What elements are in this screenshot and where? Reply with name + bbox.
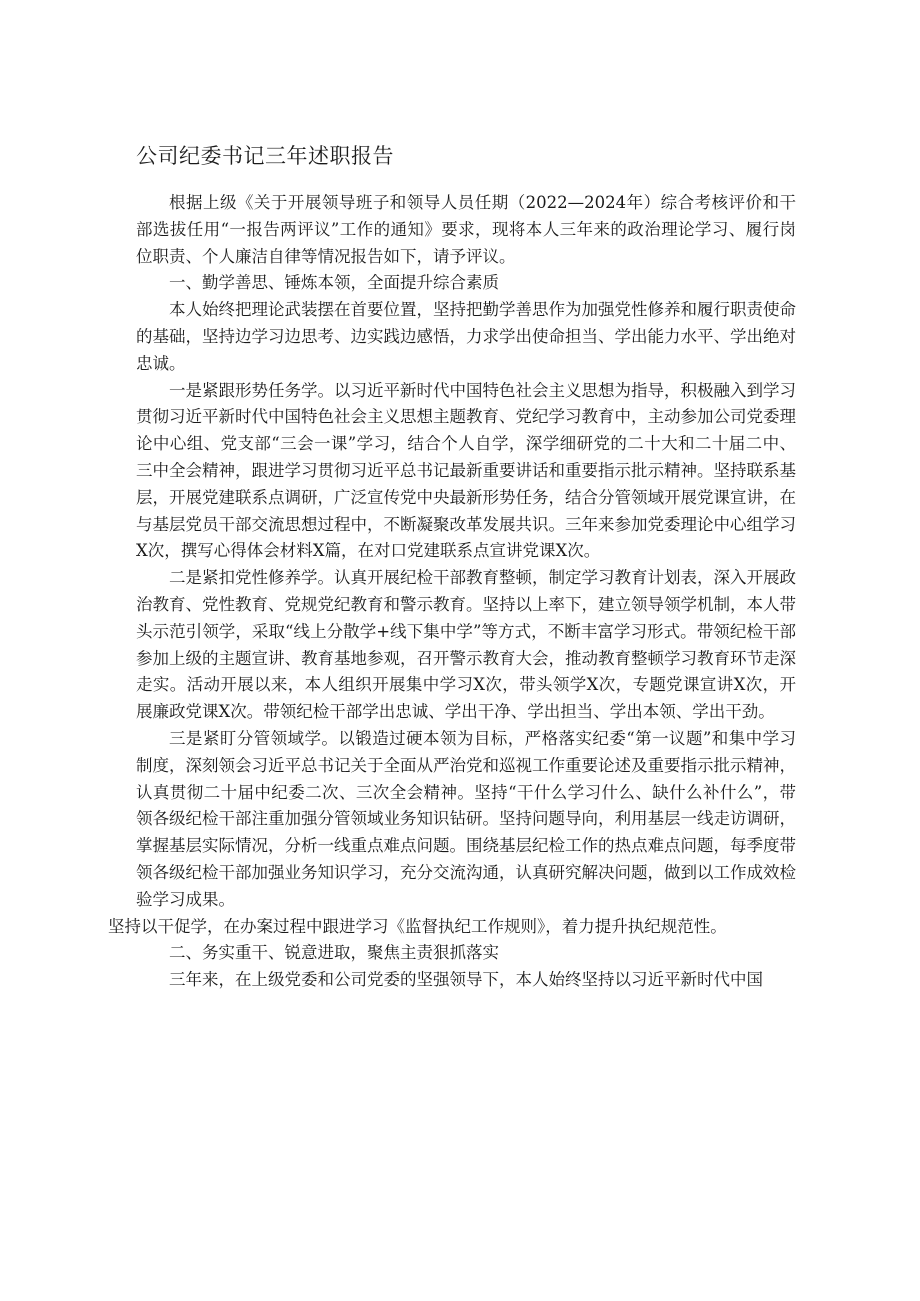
body-paragraph: 本人始终把理论武装摆在首要位置，坚持把勤学善思作为加强党性修养和履行职责使命的基础，坚持边学习边思考、边实践边感悟，力求学出使命担当、学出能力水平、学出绝对忠诚。 xyxy=(136,300,796,373)
section-heading-2: 二、务实重干、锐意进取，聚焦主责狠抓落实 xyxy=(169,943,499,963)
body-paragraph: 一是紧跟形势任务学。以习近平新时代中国特色社会主义思想为指导，积极融入到学习贯彻习近平新时代中国特色社会主义思想主题教育、党纪学习教育中，主动参加公司党委理论中心组、党支部“三会一课”学习，结合个人自学，深学细研党的二十大和二十届二中、三中全会精神，跟进学习贯彻习近平总书记最新重要讲话和重要指示批示精神。坚持联系基层，开展党建联系点调研，广泛宣传党中央最新形势任务，结合分管领域开展党课宣讲，在与基层党员干部交流思想过程中，不断凝聚改革发展共识。三年来参加党委理论中心组学习X次，撰写心得体会材料X篇，在对口党建联系点宣讲党课X次。 xyxy=(136,380,796,561)
body-paragraph-unindented: 坚持以干促学，在办案过程中跟进学习《监督执纪工作规则》，着力提升执纪规范性。 xyxy=(108,916,727,936)
intro-paragraph: 根据上级《关于开展领导班子和领导人员任期（2022—2024年）综合考核评价和干部选拔任用“一报告两评议”工作的通知》要求，现将本人三年来的政治理论学习、履行岗位职责、个人廉洁自律等情况报告如下，请予评议。 xyxy=(136,193,796,266)
body-paragraph: 三年来，在上级党委和公司党委的坚强领导下，本人始终坚持以习近平新时代中国 xyxy=(169,970,763,990)
section-heading-1: 一、勤学善思、锤炼本领，全面提升综合素质 xyxy=(169,273,499,293)
body-paragraph: 二是紧扣党性修养学。认真开展纪检干部教育整顿，制定学习教育计划表，深入开展政治教育、党性教育、党规党纪教育和警示教育。坚持以上率下，建立领导领学机制，本人带头示范引领学，采取“线上分散学+线下集中学”等方式，不断丰富学习形式。带领纪检干部参加上级的主题宣讲、教育基地参观，召开警示教育大会，推动教育整顿学习教育环节走深走实。活动开展以来，本人组织开展集中学习X次，带头领学X次，专题党课宣讲X次，开展廉政党课X次。带领纪检干部学出忠诚、学出干净、学出担当、学出本领、学出干劲。 xyxy=(136,568,796,722)
document-body xyxy=(108,190,796,994)
body-paragraph: 三是紧盯分管领域学。以锻造过硬本领为目标，严格落实纪委“第一议题”和集中学习制度，深刻领会习近平总书记关于全面从严治党和巡视工作重要论述及重要指示批示精神，认真贯彻二十届中纪委二次、三次全会精神。坚持“干什么学习什么、缺什么补什么”，带领各级纪检干部注重加强分管领域业务知识钻研。坚持问题导向，利用基层一线走访调研，掌握基层实际情况，分析一线重点难点问题。围绕基层纪检工作的热点难点问题，每季度带领各级纪检干部加强业务知识学习，充分交流沟通，认真研究解决问题，做到以工作成效检验学习成果。 xyxy=(136,728,796,909)
document-title: 公司纪委书记三年述职报告 xyxy=(136,144,394,168)
